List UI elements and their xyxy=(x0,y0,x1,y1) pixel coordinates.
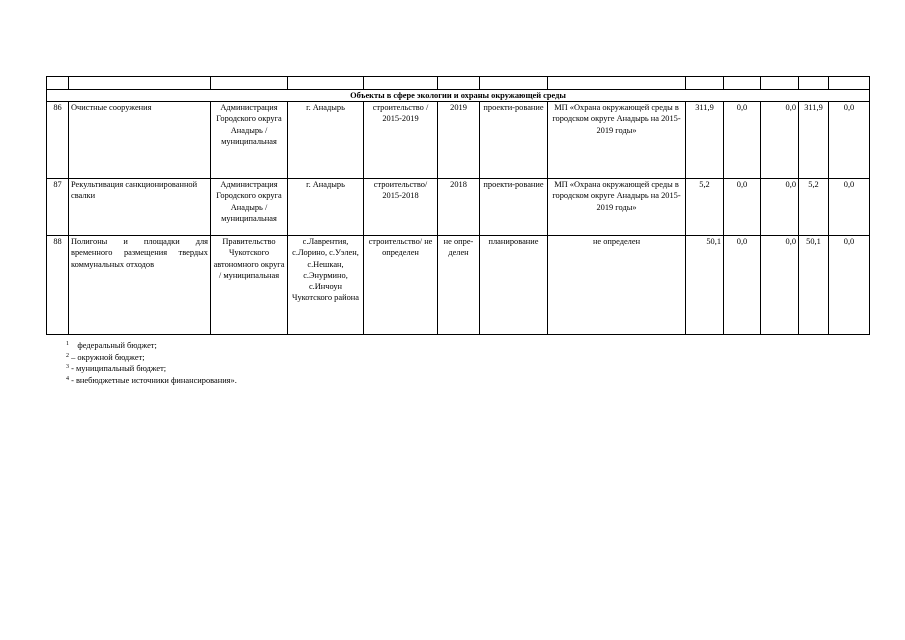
table-header-row xyxy=(47,77,870,90)
program: не определен xyxy=(548,236,686,335)
location: г. Анадырь xyxy=(288,179,364,236)
value-2: 0,0 xyxy=(761,102,799,179)
footnote xyxy=(66,352,237,364)
row-number: 87 xyxy=(47,179,69,236)
customer: Правительство Чукотского автономного округа / муниципальная xyxy=(211,236,288,335)
total-value: 50,1 xyxy=(686,236,724,335)
total-value: 311,9 xyxy=(686,102,724,179)
stage: проекти-рование xyxy=(480,102,548,179)
program: МП «Охрана окружающей среды в городском округе Анадырь на 2015-2019 годы» xyxy=(548,102,686,179)
work-type: строительство/ не определен xyxy=(364,236,438,335)
footnote-text: - внебюджетные источники финансирования». xyxy=(71,375,237,385)
footnote-mark: 3 xyxy=(66,364,69,371)
footnotes xyxy=(66,340,237,386)
table-row xyxy=(47,236,870,335)
footnote-text: федеральный бюджет; xyxy=(77,341,157,350)
row-number: 88 xyxy=(47,236,69,335)
stage: проекти-рование xyxy=(480,179,548,236)
value-3: 5,2 xyxy=(799,179,829,236)
value-4: 0,0 xyxy=(829,102,870,179)
value-4: 0,0 xyxy=(829,179,870,236)
value-3: 311,9 xyxy=(799,102,829,179)
header-cell xyxy=(686,77,724,90)
work-type: строительство / 2015-2019 xyxy=(364,102,438,179)
section-title: Объекты в сфере экологии и охраны окружающей среды xyxy=(47,90,870,102)
customer: Администрация Городского округа Анадырь / муниципальная xyxy=(211,179,288,236)
total-value: 5,2 xyxy=(686,179,724,236)
section-row xyxy=(47,90,870,102)
value-3: 50,1 xyxy=(799,236,829,335)
header-cell xyxy=(211,77,288,90)
object-name: Очистные сооружения xyxy=(69,102,211,179)
value-2: 0,0 xyxy=(761,236,799,335)
value-2: 0,0 xyxy=(761,179,799,236)
header-cell xyxy=(364,77,438,90)
header-cell xyxy=(438,77,480,90)
footnote-mark: 2 xyxy=(66,352,69,359)
year: 2018 xyxy=(438,179,480,236)
location: с.Лаврентия, с.Лорино, с.Уэлен, с.Нешкан, с.Энурмино, с.Инчоун Чукотского района xyxy=(288,236,364,335)
program: МП «Охрана окружающей среды в городском округе Анадырь на 2015-2019 годы» xyxy=(548,179,686,236)
header-cell xyxy=(799,77,829,90)
header-cell xyxy=(69,77,211,90)
object-name: Полигоны и площадки для временного размещения твердых коммунальных отходов xyxy=(69,236,211,335)
header-cell xyxy=(761,77,799,90)
header-cell xyxy=(480,77,548,90)
location: г. Анадырь xyxy=(288,102,364,179)
footnote xyxy=(66,340,237,352)
year: не опре-делен xyxy=(438,236,480,335)
footnote-text: - муниципальный бюджет; xyxy=(71,364,167,374)
header-cell xyxy=(47,77,69,90)
objects-table xyxy=(46,76,870,335)
header-cell xyxy=(288,77,364,90)
row-number: 86 xyxy=(47,102,69,179)
object-name: Рекультивация санкционированной свалки xyxy=(69,179,211,236)
value-1: 0,0 xyxy=(724,102,761,179)
footnote-mark: 4 xyxy=(66,375,69,382)
stage: планирование xyxy=(480,236,548,335)
footnote xyxy=(66,375,237,387)
footnote-text: – окружной бюджет; xyxy=(71,352,145,362)
footnote xyxy=(66,363,237,375)
table-row xyxy=(47,102,870,179)
value-4: 0,0 xyxy=(829,236,870,335)
year: 2019 xyxy=(438,102,480,179)
value-1: 0,0 xyxy=(724,179,761,236)
header-cell xyxy=(829,77,870,90)
work-type: строительство/ 2015-2018 xyxy=(364,179,438,236)
header-cell xyxy=(548,77,686,90)
customer: Администрация Городского округа Анадырь / муниципальная xyxy=(211,102,288,179)
header-cell xyxy=(724,77,761,90)
value-1: 0,0 xyxy=(724,236,761,335)
table-row xyxy=(47,179,870,236)
footnote-mark: 1 xyxy=(66,341,69,347)
